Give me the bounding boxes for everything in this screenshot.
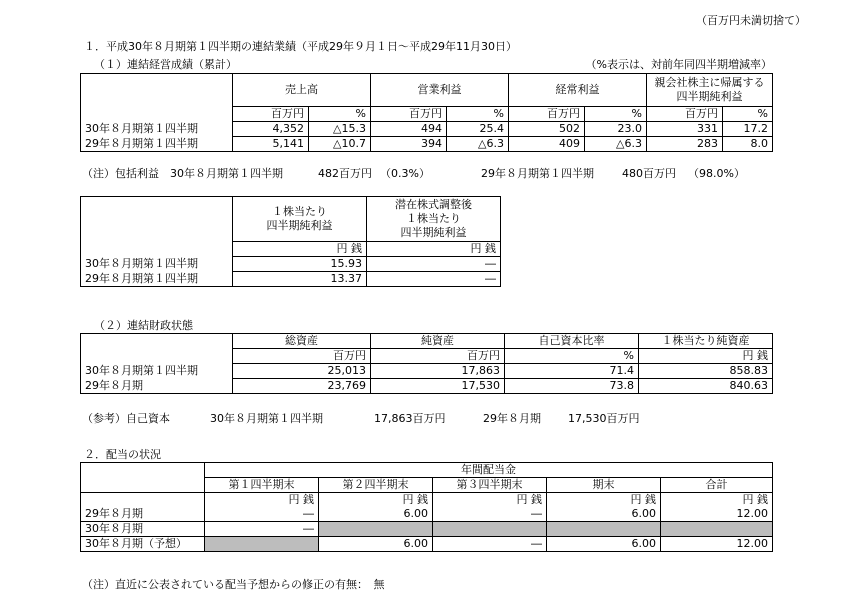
unit-label: 百万円 [509,107,585,122]
unit-label: 円 銭 [319,493,433,508]
table-row: 30年８月期 ― [81,522,773,537]
row-label: 30年８月期（予想） [81,537,205,552]
row-label: 29年８月期第１四半期 [81,272,233,287]
col-header-sales: 売上高 [233,74,371,107]
col-header-bps: １株当たり純資産 [639,334,773,349]
col-header-total-assets: 総資産 [233,334,371,349]
unit-label: 百万円 [371,107,447,122]
corner-cell [81,334,233,349]
section1-title: １．平成30年８月期第１四半期の連結業績（平成29年９月１日～平成29年11月30日） [84,40,517,53]
col-header-net-income: 親会社株主に帰属する 四半期純利益 [647,74,773,107]
comprehensive-note-val1: 482百万円 [318,167,372,180]
equity-note-val1: 17,863百万円 [374,412,446,425]
table-row: 29年８月期 23,769 17,530 73.8 840.63 [81,379,773,394]
unit-label: 円 銭 [233,242,367,257]
unit-label: 円 銭 [639,349,773,364]
group-header-annual-dividend: 年間配当金 [205,463,773,478]
unit-label: % [447,107,509,122]
table-row: 29年８月期第１四半期 5,141 △10.7 394 △6.3 409 △6.3 283 8.0 [81,137,773,152]
unit-label: 百万円 [233,107,309,122]
row-label: 30年８月期第１四半期 [81,122,233,137]
unit-label: 百万円 [647,107,723,122]
row-label: 30年８月期第１四半期 [81,364,233,379]
comprehensive-note-pct1: （0.3%） [380,167,430,180]
col-header-net-assets: 純資産 [371,334,505,349]
table-row: 29年８月期 ― 6.00 ― 6.00 12.00 [81,507,773,522]
equity-note-prefix: （参考）自己資本 [82,412,170,425]
comprehensive-note-val2: 480百万円 [622,167,676,180]
eps-table [80,196,501,287]
table-row: 30年８月期第１四半期 15.93 ― [81,257,501,272]
table-row: 30年８月期（予想） 6.00 ― 6.00 12.00 [81,537,773,552]
unit-note: （百万円未満切捨て） [696,14,806,27]
comprehensive-note-mid: 29年８月期第１四半期 [481,167,594,180]
row-label: 30年８月期第１四半期 [81,257,233,272]
col-header-equity-ratio: 自己資本比率 [505,334,639,349]
financial-table [80,333,773,394]
unit-label: % [585,107,647,122]
equity-note-label2: 29年８月期 [483,412,541,425]
row-label: 29年８月期第１四半期 [81,137,233,152]
unit-label: 百万円 [233,349,371,364]
section2-title: ２．配当の状況 [84,448,161,461]
table-row: 29年８月期第１四半期 13.37 ― [81,272,501,287]
unit-label: 百万円 [371,349,505,364]
unit-label: 円 銭 [433,493,547,508]
equity-note-val2: 17,530百万円 [568,412,640,425]
unit-label: 円 銭 [547,493,661,508]
col-header-q2: 第２四半期末 [319,478,433,493]
corner-cell [81,197,233,242]
table-row: 30年８月期第１四半期 25,013 17,863 71.4 858.83 [81,364,773,379]
dividend-table [80,462,773,552]
col-header-diluted-eps: 潜在株式調整後 １株当たり 四半期純利益 [367,197,501,242]
col-header-q3: 第３四半期末 [433,478,547,493]
row-label: 29年８月期 [81,507,205,522]
table-row: 30年８月期第１四半期 4,352 △15.3 494 25.4 502 23.0 331 17.2 [81,122,773,137]
results-table [80,73,773,152]
col-header-eps: １株当たり 四半期純利益 [233,197,367,242]
col-header-q1: 第１四半期末 [205,478,319,493]
equity-note-label1: 30年８月期第１四半期 [210,412,323,425]
comprehensive-note-pct2: （98.0%） [688,167,745,180]
unit-label: 円 銭 [661,493,773,508]
unit-label: 円 銭 [205,493,319,508]
unit-label: % [309,107,371,122]
row-label: 29年８月期 [81,379,233,394]
corner-cell [81,463,205,478]
col-header-total: 合計 [661,478,773,493]
comprehensive-note-prefix: （注）包括利益 30年８月期第１四半期 [82,167,283,180]
row-label: 30年８月期 [81,522,205,537]
col-header-year-end: 期末 [547,478,661,493]
corner-cell [81,74,233,107]
unit-label: % [723,107,773,122]
sub1-note: （%表示は、対前年同四半期増減率） [585,58,772,71]
col-header-operating-profit: 営業利益 [371,74,509,107]
unit-label: % [505,349,639,364]
unit-label: 円 銭 [367,242,501,257]
col-header-ordinary-profit: 経常利益 [509,74,647,107]
sub1-title: （１）連結経営成績（累計） [94,58,237,71]
dividend-note: （注）直近に公表されている配当予想からの修正の有無： 無 [82,578,385,591]
sub2-title: （２）連結財政状態 [94,319,193,332]
